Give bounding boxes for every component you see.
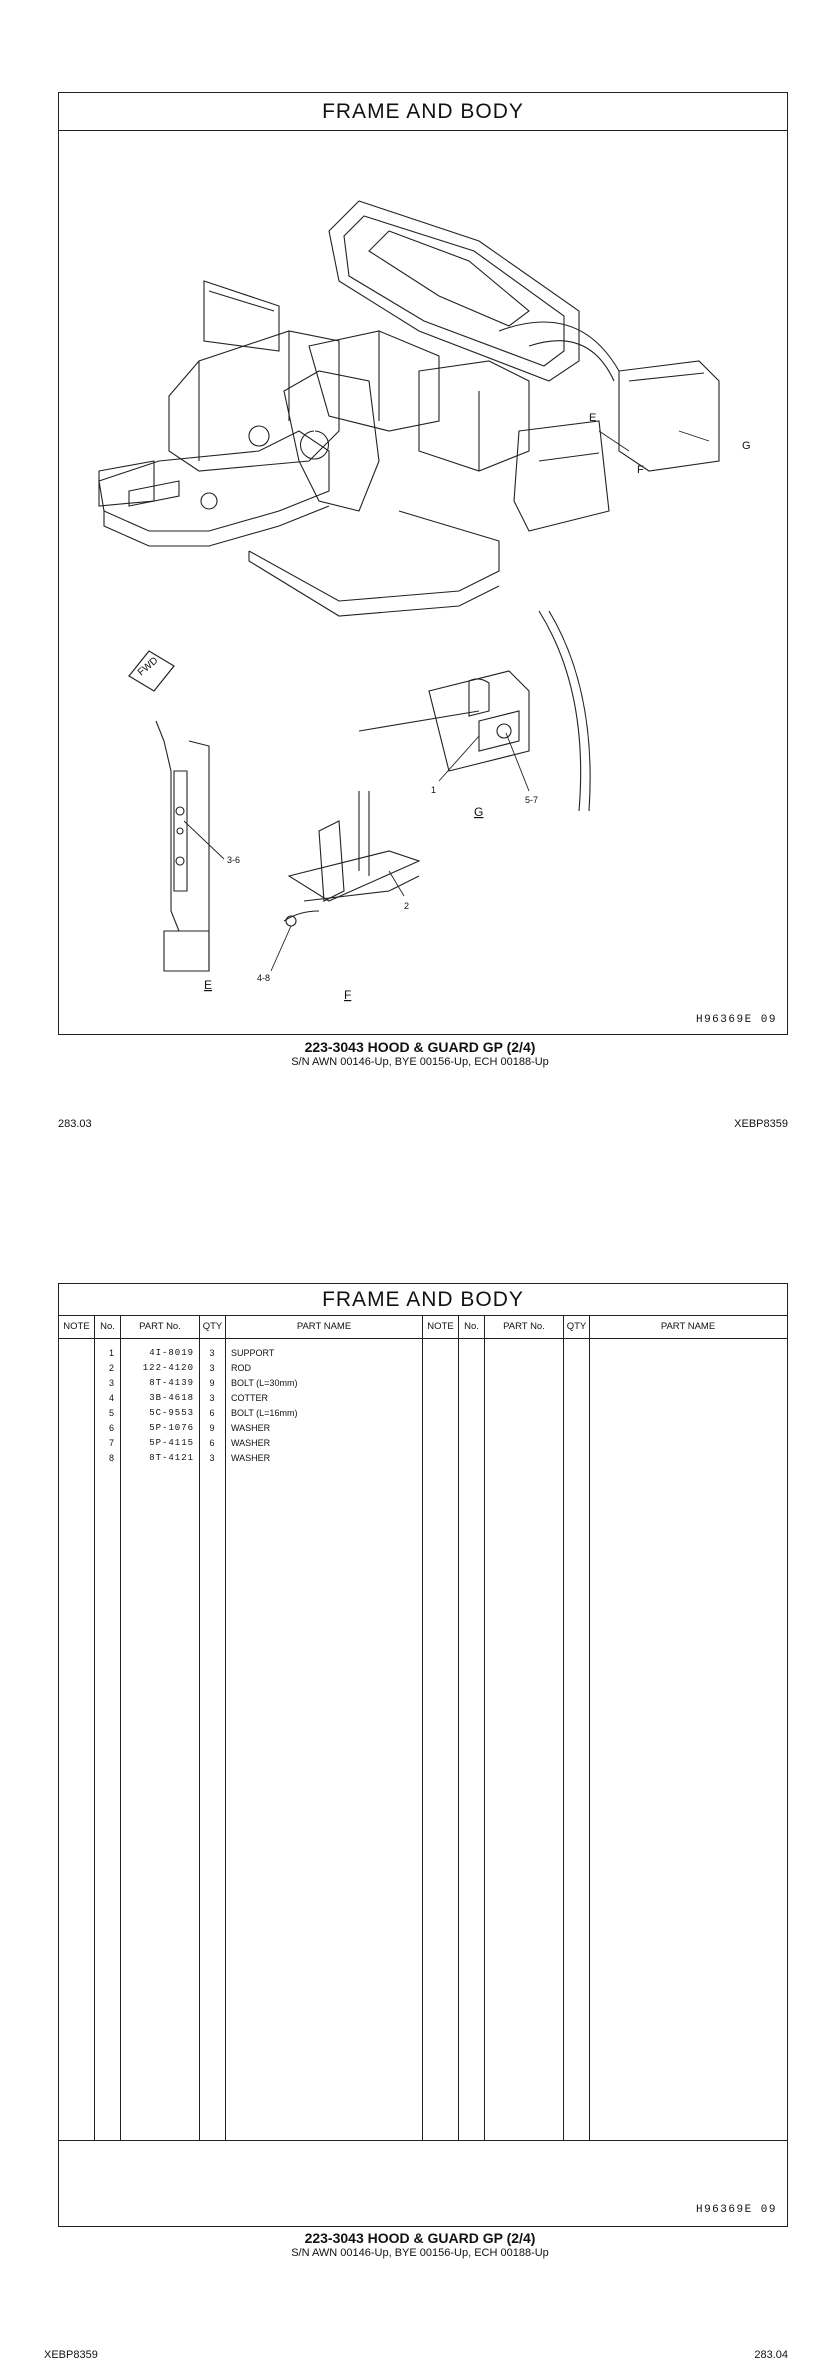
row-no: 3	[108, 1378, 114, 1388]
callout-1: 1	[431, 785, 437, 795]
view-label-e: E	[204, 978, 213, 992]
row-no: 8	[108, 1453, 114, 1463]
row-part-name: BOLT (L=16mm)	[231, 1408, 298, 1418]
row-qty: 9	[209, 1423, 215, 1433]
row-qty: 3	[209, 1453, 215, 1463]
serial-range-2: S/N AWN 00146-Up, BYE 00156-Up, ECH 00188-Up	[291, 2247, 549, 2259]
drawing-code: H96369E 09	[695, 1014, 777, 1026]
row-no: 7	[108, 1438, 114, 1448]
callout-f-top: F	[637, 464, 644, 476]
row-qty: 9	[209, 1378, 215, 1388]
exploded-view-drawing	[59, 131, 787, 1035]
callout-4-8: 4-8	[257, 973, 271, 983]
row-part-no: 8T-4121	[149, 1453, 194, 1463]
page-title-2: FRAME AND BODY	[59, 1284, 787, 1316]
row-no: 6	[108, 1423, 114, 1433]
header-part-name: PART NAME	[296, 1321, 352, 1332]
page-caption-2: 223-3043 HOOD & GUARD GP (2/4)	[304, 2230, 536, 2246]
row-part-name: COTTER	[231, 1393, 268, 1403]
header-part-name-2: PART NAME	[660, 1321, 716, 1332]
callout-fwd: FWD	[135, 655, 161, 679]
table-header	[59, 1315, 787, 1339]
row-part-name: WASHER	[231, 1453, 271, 1463]
view-label-f: F	[344, 988, 352, 1002]
row-no: 2	[108, 1363, 114, 1373]
drawing-code-2: H96369E 09	[695, 2204, 777, 2216]
header-qty: QTY	[202, 1321, 223, 1332]
parts-list-frame	[58, 1283, 788, 2227]
row-no: 1	[108, 1348, 114, 1358]
page-number-right-2: 283.04	[754, 2349, 788, 2361]
machine-body-linework	[99, 201, 719, 971]
header-note-2: NOTE	[427, 1321, 454, 1332]
row-qty: 3	[209, 1393, 215, 1403]
row-qty: 6	[209, 1438, 215, 1448]
view-label-g: G	[474, 805, 484, 819]
leader-lines	[184, 431, 709, 971]
row-no: 5	[108, 1408, 114, 1418]
row-part-name: WASHER	[231, 1438, 271, 1448]
row-part-name: SUPPORT	[231, 1348, 275, 1358]
header-no-2: No.	[464, 1321, 479, 1332]
row-part-name: ROD	[231, 1363, 251, 1373]
row-part-no: 3B-4618	[149, 1393, 194, 1403]
row-part-no: 5P-4115	[149, 1438, 194, 1448]
row-part-no: 5C-9553	[149, 1408, 194, 1418]
serial-range: S/N AWN 00146-Up, BYE 00156-Up, ECH 00188-Up	[291, 1056, 549, 1068]
page-caption: 223-3043 HOOD & GUARD GP (2/4)	[304, 1039, 536, 1055]
page-number-left: 283.03	[58, 1118, 92, 1130]
illustration-frame	[58, 92, 788, 1035]
callout-5-7: 5-7	[525, 795, 539, 805]
callout-2: 2	[404, 901, 410, 911]
row-no: 4	[108, 1393, 114, 1403]
page-number-right: XEBP8359	[734, 1118, 788, 1130]
row-part-no: 8T-4139	[149, 1378, 194, 1388]
row-qty: 3	[209, 1363, 215, 1373]
header-no: No.	[100, 1321, 115, 1332]
callout-g-top: G	[742, 440, 751, 452]
header-part-no-2: PART No.	[503, 1321, 545, 1332]
header-qty-2: QTY	[566, 1321, 587, 1332]
page-number-left-2: XEBP8359	[44, 2349, 98, 2361]
callout-e-top: E	[589, 412, 597, 424]
row-part-name: WASHER	[231, 1423, 271, 1433]
page-title: FRAME AND BODY	[59, 93, 787, 131]
header-part-no: PART No.	[139, 1321, 181, 1332]
row-part-name: BOLT (L=30mm)	[231, 1378, 298, 1388]
row-qty: 6	[209, 1408, 215, 1418]
header-note: NOTE	[63, 1321, 90, 1332]
row-qty: 3	[209, 1348, 215, 1358]
row-part-no: 4I-8019	[149, 1348, 194, 1358]
row-part-no: 5P-1076	[149, 1423, 194, 1433]
callout-3-6: 3-6	[227, 855, 241, 865]
row-part-no: 122-4120	[142, 1363, 194, 1373]
